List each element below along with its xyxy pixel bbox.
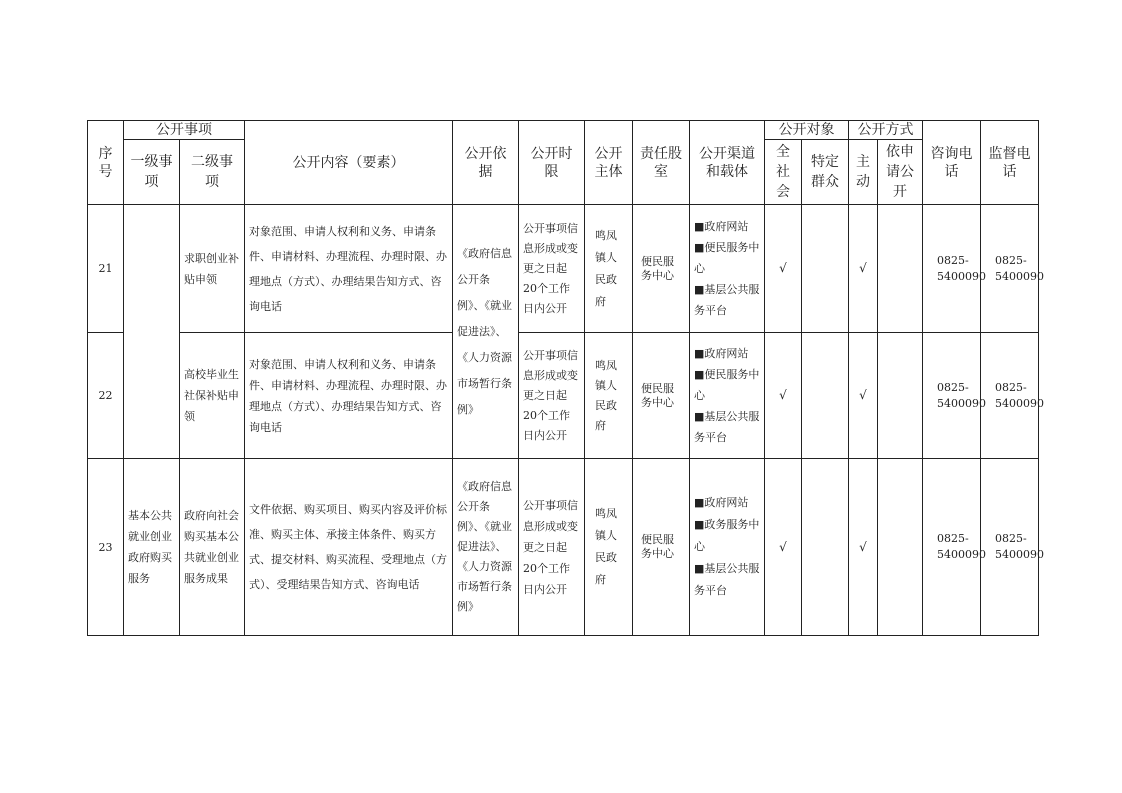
row-consult-phone: 0825-5400090	[923, 205, 981, 333]
channel-item: ■基层公共服务平台	[694, 283, 760, 317]
header-method-group: 公开方式	[849, 121, 923, 140]
header-content: 公开内容（要素）	[245, 121, 453, 205]
row-time-limit: 公开事项信息形成或变更之日起20个工作日内公开	[519, 333, 585, 459]
header-target-specific: 特定群众	[802, 140, 849, 205]
header-seq: 序号	[88, 121, 124, 205]
row-seq: 23	[88, 459, 124, 636]
header-office: 责任股室	[633, 121, 690, 205]
row-channels	[690, 333, 765, 459]
row-subject: 鸣凤镇人民政府	[585, 333, 633, 459]
row-method-apply	[878, 459, 923, 636]
row-content: 文件依据、购买项目、购买内容及评价标准、购买主体、承接主体条件、购买方式、提交材料、购买流程、受理地点（方式）、受理结果告知方式、咨询电话	[245, 459, 453, 636]
row-method-apply	[878, 333, 923, 459]
row-method-apply	[878, 205, 923, 333]
row-level2: 高校毕业生社保补贴申领	[180, 333, 245, 459]
header-method-apply: 依申请公开	[878, 140, 923, 205]
header-row-top	[88, 121, 1039, 140]
row-channels	[690, 205, 765, 333]
channel-item: ■政务服务中心	[694, 518, 760, 553]
header-consult: 咨询电话	[923, 121, 981, 205]
header-basis: 公开依据	[453, 121, 519, 205]
table-row	[88, 459, 1039, 636]
header-time-limit: 公开时限	[519, 121, 585, 205]
row-subject: 鸣凤镇人民政府	[585, 205, 633, 333]
header-level1: 一级事项	[124, 140, 180, 205]
row-level2: 政府向社会购买基本公共就业创业服务成果	[180, 459, 245, 636]
header-target-group: 公开对象	[765, 121, 849, 140]
row-seq: 22	[88, 333, 124, 459]
table-row	[88, 205, 1039, 333]
row-method-active-check: √	[849, 459, 878, 636]
row-supervise-phone: 0825-5400090	[981, 205, 1039, 333]
channel-item: ■基层公共服务平台	[694, 410, 760, 444]
header-subject: 公开主体	[585, 121, 633, 205]
row-level1: 基本公共就业创业政府购买服务	[124, 459, 180, 636]
row-seq: 21	[88, 205, 124, 333]
row-level2: 求职创业补贴申领	[180, 205, 245, 333]
row-method-active-check: √	[849, 333, 878, 459]
header-method-active: 主动	[849, 140, 878, 205]
row-target-specific	[802, 333, 849, 459]
header-supervise: 监督电话	[981, 121, 1039, 205]
channel-item: ■政府网站	[694, 496, 749, 509]
row-target-specific	[802, 205, 849, 333]
row-time-limit: 公开事项信息形成或变更之日起20个工作日内公开	[519, 205, 585, 333]
row-target-all-check: √	[765, 205, 802, 333]
disclosure-table	[87, 120, 1044, 636]
row-supervise-phone: 0825-5400090	[981, 333, 1039, 459]
row-office: 便民服务中心	[633, 333, 690, 459]
header-target-all: 全社会	[765, 140, 802, 205]
row-target-all-check: √	[765, 333, 802, 459]
header-items-group: 公开事项	[124, 121, 245, 140]
channel-item: ■便民服务中心	[694, 368, 760, 402]
row-content: 对象范围、申请人权利和义务、申请条件、申请材料、办理流程、办理时限、办理地点（方式）、办理结果告知方式、咨询电话	[245, 333, 453, 459]
row-office: 便民服务中心	[633, 205, 690, 333]
header-level2: 二级事项	[180, 140, 245, 205]
channel-item: ■便民服务中心	[694, 241, 760, 275]
row-basis: 《政府信息公开条例》、《就业促进法》、《人力资源市场暂行条例》	[453, 205, 519, 459]
channel-item: ■政府网站	[694, 347, 749, 360]
channel-item: ■政府网站	[694, 220, 749, 233]
row-channels	[690, 459, 765, 636]
row-level1	[124, 205, 180, 459]
row-consult-phone: 0825-5400090	[923, 333, 981, 459]
row-content: 对象范围、申请人权利和义务、申请条件、申请材料、办理流程、办理时限、办理地点（方式）、办理结果告知方式、咨询电话	[245, 205, 453, 333]
row-supervise-phone: 0825-5400090	[981, 459, 1039, 636]
row-method-active-check: √	[849, 205, 878, 333]
row-consult-phone: 0825-5400090	[923, 459, 981, 636]
header-channel: 公开渠道和载体	[690, 121, 765, 205]
row-time-limit: 公开事项信息形成或变更之日起20个工作日内公开	[519, 459, 585, 636]
row-basis: 《政府信息公开条例》、《就业促进法》、《人力资源市场暂行条例》	[453, 459, 519, 636]
row-target-all-check: √	[765, 459, 802, 636]
row-office: 便民服务中心	[633, 459, 690, 636]
table-row	[88, 333, 1039, 459]
row-target-specific	[802, 459, 849, 636]
channel-item: ■基层公共服务平台	[694, 562, 760, 597]
row-subject: 鸣凤镇人民政府	[585, 459, 633, 636]
